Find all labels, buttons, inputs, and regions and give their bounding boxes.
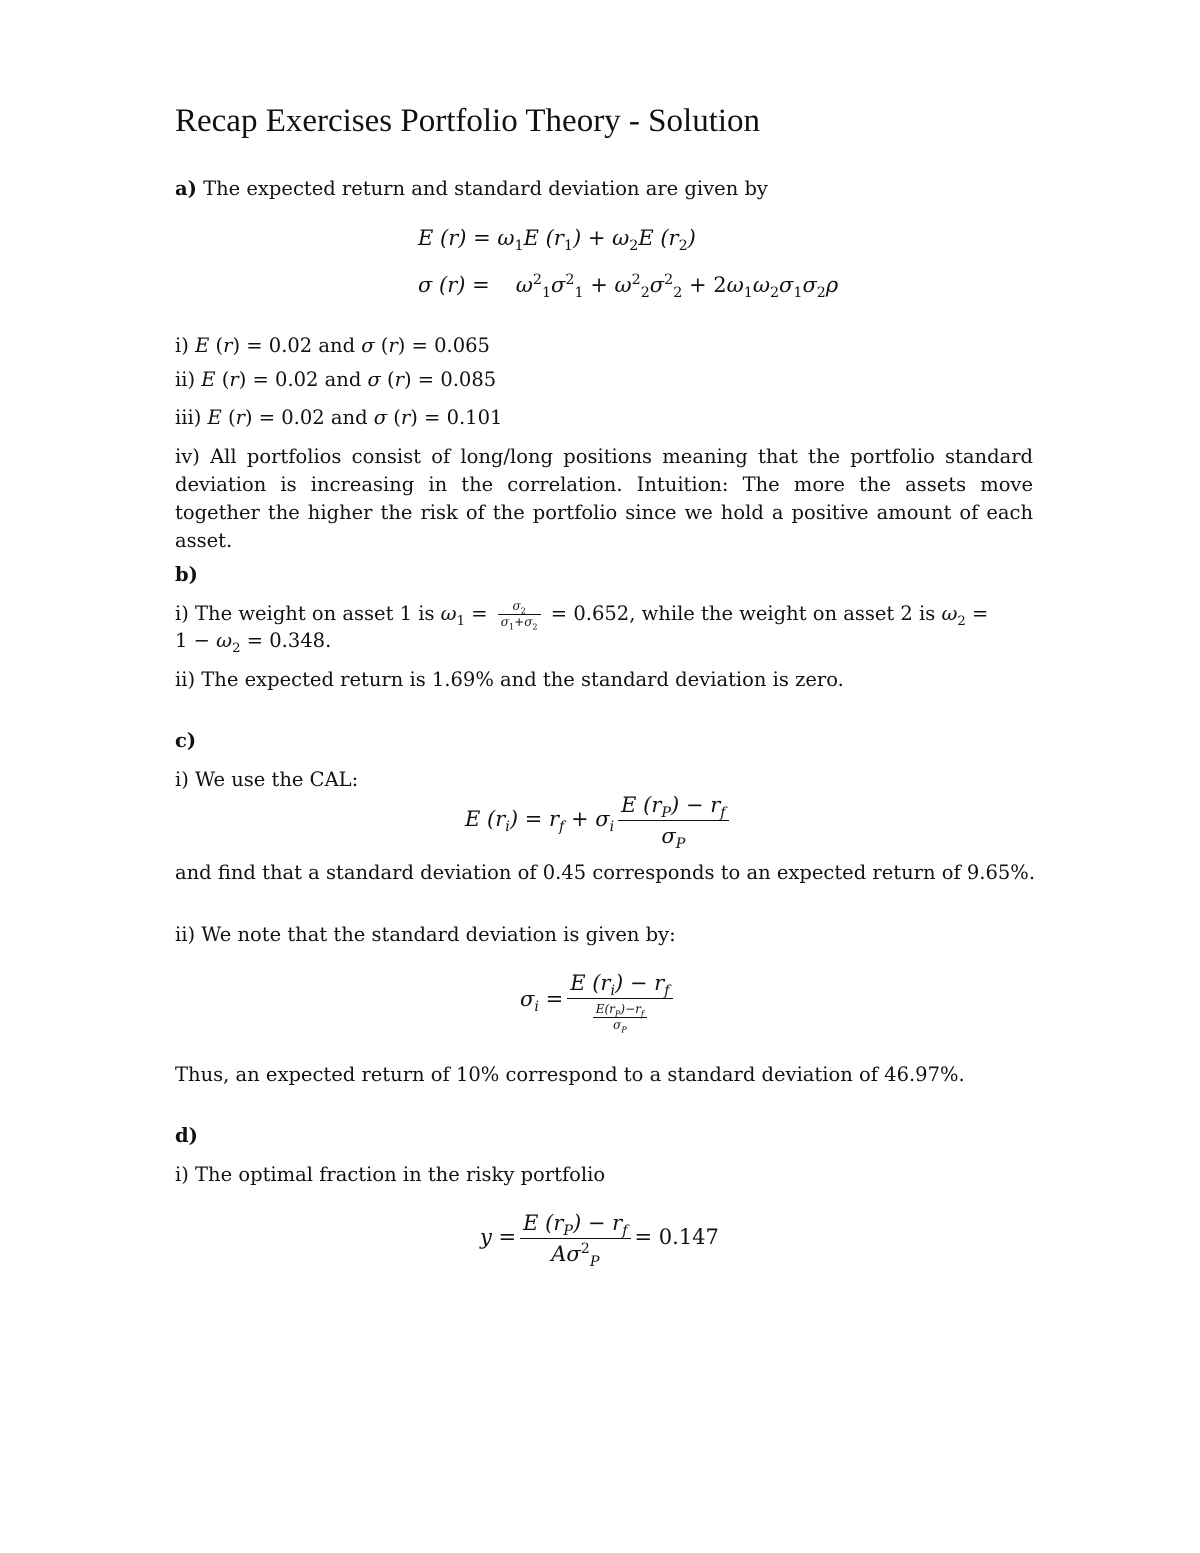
sd-value: 0.085 bbox=[440, 368, 497, 391]
and-word: and bbox=[330, 406, 368, 429]
item-label: i) bbox=[175, 334, 189, 357]
equation-optimal-fraction: y = $\frac{E (r_P) - r_f}{A\sigma^2_P}$ = 0.147 bbox=[480, 1208, 719, 1269]
er-value: 0.02 bbox=[275, 368, 319, 391]
equation-standard-deviation: σ $(r) = \omega^2_1\sigma^2_1 + \omega^2_2\sigma^2_2 + 2\omega_1\omega_2\sigma_1\sigma_2\rho$ bbox=[418, 272, 839, 302]
section-c-item-i-result: and find that a standard deviation of 0.45 corresponds to an expected return of 9.65%. bbox=[175, 861, 1036, 884]
b-i-prefix: i) The weight on asset 1 is bbox=[175, 602, 435, 625]
weight-fraction: $\frac{\sigma_2}{\sigma_1+\sigma_2}$ bbox=[498, 599, 541, 630]
section-a-item-ii: ii) E (r) = 0.02 and σ (r) = 0.085 bbox=[175, 368, 497, 391]
y-value: 0.147 bbox=[658, 1225, 719, 1249]
sd-value: 0.101 bbox=[446, 406, 503, 429]
w1-value: 0.652 bbox=[573, 602, 630, 625]
section-b-label: b) bbox=[175, 563, 198, 586]
er-value: 0.02 bbox=[281, 406, 325, 429]
section-c-item-i-intro: i) We use the CAL: bbox=[175, 768, 359, 791]
item-label: ii) bbox=[175, 368, 196, 391]
section-b-item-ii: ii) The expected return is 1.69% and the standard deviation is zero. bbox=[175, 668, 844, 691]
section-a-intro-text: The expected return and standard deviation are given by bbox=[203, 177, 768, 200]
sd-value: 0.065 bbox=[434, 334, 490, 357]
equation-sigma-i: $\sigma_i$ = $\frac{E (r_i) - r_f}{\frac{E(r_P)-r_f}{\sigma_P}}$ bbox=[520, 968, 677, 1033]
equation-cal: E $(r_i) = r_f + \sigma_i$ $\frac{E (r_P) - r_f}{\sigma_P}$ bbox=[465, 790, 733, 851]
section-d-label: d) bbox=[175, 1124, 198, 1147]
section-a-item-iv: iv) All portfolios consist of long/long positions meaning that the portfolio standard deviation is increasing in the correlation. Intuition: The more the assets move together the higher the risk of the portfolio since we hold a positive amount of each asset. bbox=[175, 445, 1033, 552]
section-b-item-i-line1: i) The weight on asset 1 is $\omega_1$ = $\frac{\sigma_2}{\sigma_1+\sigma_2}$ = 0.652, while the weight on asset 2 is $\omega_2$ = bbox=[175, 599, 989, 632]
er-value: 0.02 bbox=[268, 334, 313, 357]
section-c-item-ii-result: Thus, an expected return of 10% correspond to a standard deviation of 46.97%. bbox=[175, 1063, 965, 1086]
section-a-item-i: i) E (r) = 0.02 and σ (r) = 0.065 bbox=[175, 334, 490, 357]
section-c-label: c) bbox=[175, 729, 197, 752]
section-a-intro bbox=[175, 175, 768, 203]
section-c-item-ii-intro: ii) We note that the standard deviation is given by: bbox=[175, 923, 676, 946]
section-a-label: a) bbox=[175, 177, 197, 200]
document-title: Recap Exercises Portfolio Theory - Solution bbox=[175, 103, 761, 139]
w2-value: 0.348. bbox=[269, 629, 332, 652]
and-word: and bbox=[324, 368, 362, 391]
section-d-item-i-intro: i) The optimal fraction in the risky portfolio bbox=[175, 1163, 606, 1186]
and-word: and bbox=[318, 334, 356, 357]
section-b-item-i-line2: $1 - \omega_2 = 0.348$. bbox=[175, 629, 332, 656]
section-a-item-iii: iii) E (r) = 0.02 and σ (r) = 0.101 bbox=[175, 406, 503, 429]
b-i-middle: , while the weight on asset 2 is bbox=[629, 602, 936, 625]
equation-expected-return: E $(r) = \omega_1E$ $(r_1) + \omega_2E$ $(r_2)$ bbox=[418, 226, 696, 255]
item-label: iii) bbox=[175, 406, 202, 429]
